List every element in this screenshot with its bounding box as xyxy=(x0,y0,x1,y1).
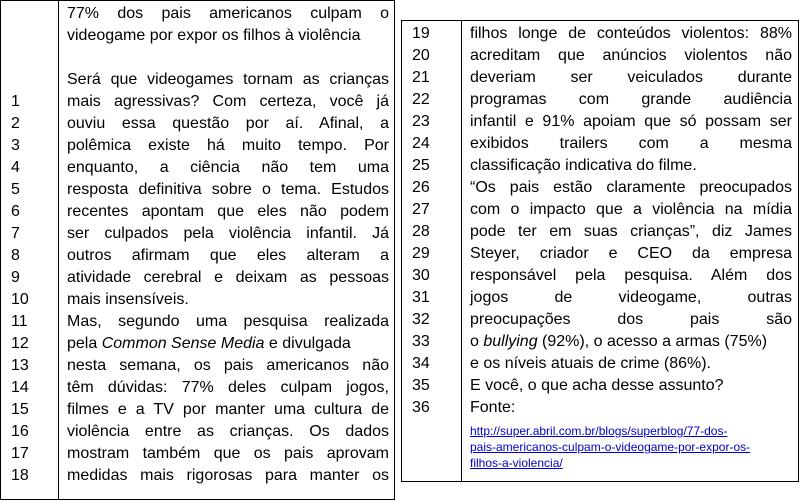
line-number: 21 xyxy=(412,69,430,86)
text-line: resposta definitiva sobre o tema. Estudos xyxy=(67,181,389,198)
line-number: 30 xyxy=(412,267,430,284)
text-span: (92%), o acesso a armas (75%) xyxy=(537,333,768,350)
text-line: jogos de videogame, outras xyxy=(470,289,792,306)
text-line: programas com grande audiência xyxy=(470,91,792,108)
line-number: 36 xyxy=(412,399,430,416)
text-line: enquanto, a ciência não tem uma xyxy=(67,159,389,176)
text-line-with-italic xyxy=(67,333,389,355)
text-line: infantil e 91% apoiam que só possam ser xyxy=(470,113,792,130)
line-number-column xyxy=(1,1,59,499)
text-line: classificação indicativa do filme. xyxy=(470,157,697,174)
line-number: 5 xyxy=(11,181,20,198)
line-number: 9 xyxy=(11,269,20,286)
line-number: 35 xyxy=(412,377,430,394)
line-number: 14 xyxy=(11,379,29,396)
line-number: 12 xyxy=(11,335,29,352)
text-line: atividade cerebral e deixam as pessoas xyxy=(67,269,389,286)
text-line: e os níveis atuais de crime (86%). xyxy=(470,355,711,372)
source-label: Fonte: xyxy=(470,399,516,416)
line-number: 28 xyxy=(412,223,430,240)
line-number: 10 xyxy=(11,291,29,308)
text-span: pela xyxy=(67,335,102,352)
text-line: violência entre as crianças. Os dados xyxy=(67,423,389,440)
line-number: 22 xyxy=(412,91,430,108)
line-number: 17 xyxy=(11,445,29,462)
text-line: exibidos trailers com a mesma xyxy=(470,135,792,152)
text-line: com o impacto que a violência na mídia xyxy=(470,201,792,218)
line-number: 19 xyxy=(412,25,430,42)
text-line: ouviu essa questão por aí. Afinal, a xyxy=(67,115,389,132)
line-number: 18 xyxy=(11,467,29,484)
line-number: 23 xyxy=(412,113,430,130)
text-line-intro: Será que videogames tornam as crianças xyxy=(67,71,389,88)
text-line: acreditam que anúncios violentos não xyxy=(470,47,792,64)
line-number: 8 xyxy=(11,247,20,264)
text-line: Steyer, criador e CEO da empresa xyxy=(470,245,792,262)
line-number: 7 xyxy=(11,225,20,242)
line-number: 24 xyxy=(412,135,430,152)
line-number-column xyxy=(402,21,462,481)
text-line: ser culpados pela violência infantil. Já xyxy=(67,225,389,242)
line-number: 34 xyxy=(412,355,430,372)
line-number: 11 xyxy=(11,313,28,330)
text-line: deveriam ser veiculados durante xyxy=(470,69,792,86)
source-link-line-3[interactable]: filhos-a-violencia/ xyxy=(470,456,563,470)
text-line: nesta semana, os pais americanos não xyxy=(67,357,389,374)
line-number: 15 xyxy=(11,401,29,418)
text-line: mais insensíveis. xyxy=(67,291,189,308)
line-number: 31 xyxy=(412,289,430,306)
article-title-line-1: 77% dos pais americanos culpam o xyxy=(67,5,389,22)
text-line: responsável pela pesquisa. Além dos xyxy=(470,267,792,284)
text-span: o xyxy=(470,333,484,350)
line-number: 13 xyxy=(11,357,29,374)
source-link-line-2[interactable]: pais-americanos-culpam-o-videogame-por-expor-os- xyxy=(470,440,751,454)
right-text-panel xyxy=(401,20,799,482)
line-number: 3 xyxy=(11,137,20,154)
text-line: preocupações dos pais são xyxy=(470,311,792,328)
line-number: 4 xyxy=(11,159,20,176)
source-link-line-1[interactable]: http://super.abril.com.br/blogs/superblog/77-dos- xyxy=(470,424,728,438)
line-number: 33 xyxy=(412,333,430,350)
line-number: 1 xyxy=(11,93,20,110)
text-line-with-italic xyxy=(470,331,792,353)
line-number: 20 xyxy=(412,47,430,64)
text-span: e divulgada xyxy=(264,335,351,352)
text-line: medidas mais rigorosas para manter os xyxy=(67,467,389,484)
text-line: mais agressivas? Com certeza, você já xyxy=(67,93,389,110)
text-line: recentes apontam que eles não podem xyxy=(67,203,389,220)
italic-term: bullying xyxy=(483,333,538,350)
text-line: filhos longe de conteúdos violentos: 88% xyxy=(470,25,792,42)
text-line: pode ter em suas crianças”, diz James xyxy=(470,223,792,240)
text-line: polêmica existe há muito tempo. Por xyxy=(67,137,389,154)
line-number: 6 xyxy=(11,203,20,220)
line-number: 2 xyxy=(11,115,20,132)
left-text-panel xyxy=(0,0,395,500)
text-line: outros afirmam que eles alteram a xyxy=(67,247,389,264)
text-line: mostram também que os pais aprovam xyxy=(67,445,389,462)
text-line: Mas, segundo uma pesquisa realizada xyxy=(67,313,389,330)
text-line: E você, o que acha desse assunto? xyxy=(470,377,724,394)
text-line: “Os pais estão claramente preocupados xyxy=(470,179,792,196)
line-number: 32 xyxy=(412,311,430,328)
line-number: 26 xyxy=(412,179,430,196)
line-number: 16 xyxy=(11,423,29,440)
line-number: 29 xyxy=(412,245,430,262)
article-title-line-2: videogame por expor os filhos à violência xyxy=(67,27,361,44)
italic-source-name: Common Sense Media xyxy=(101,335,265,352)
line-number: 27 xyxy=(412,201,430,218)
text-line: filmes e a TV por manter uma cultura de xyxy=(67,401,389,418)
line-number: 25 xyxy=(412,157,430,174)
text-line: têm dúvidas: 77% deles culpam jogos, xyxy=(67,379,389,396)
